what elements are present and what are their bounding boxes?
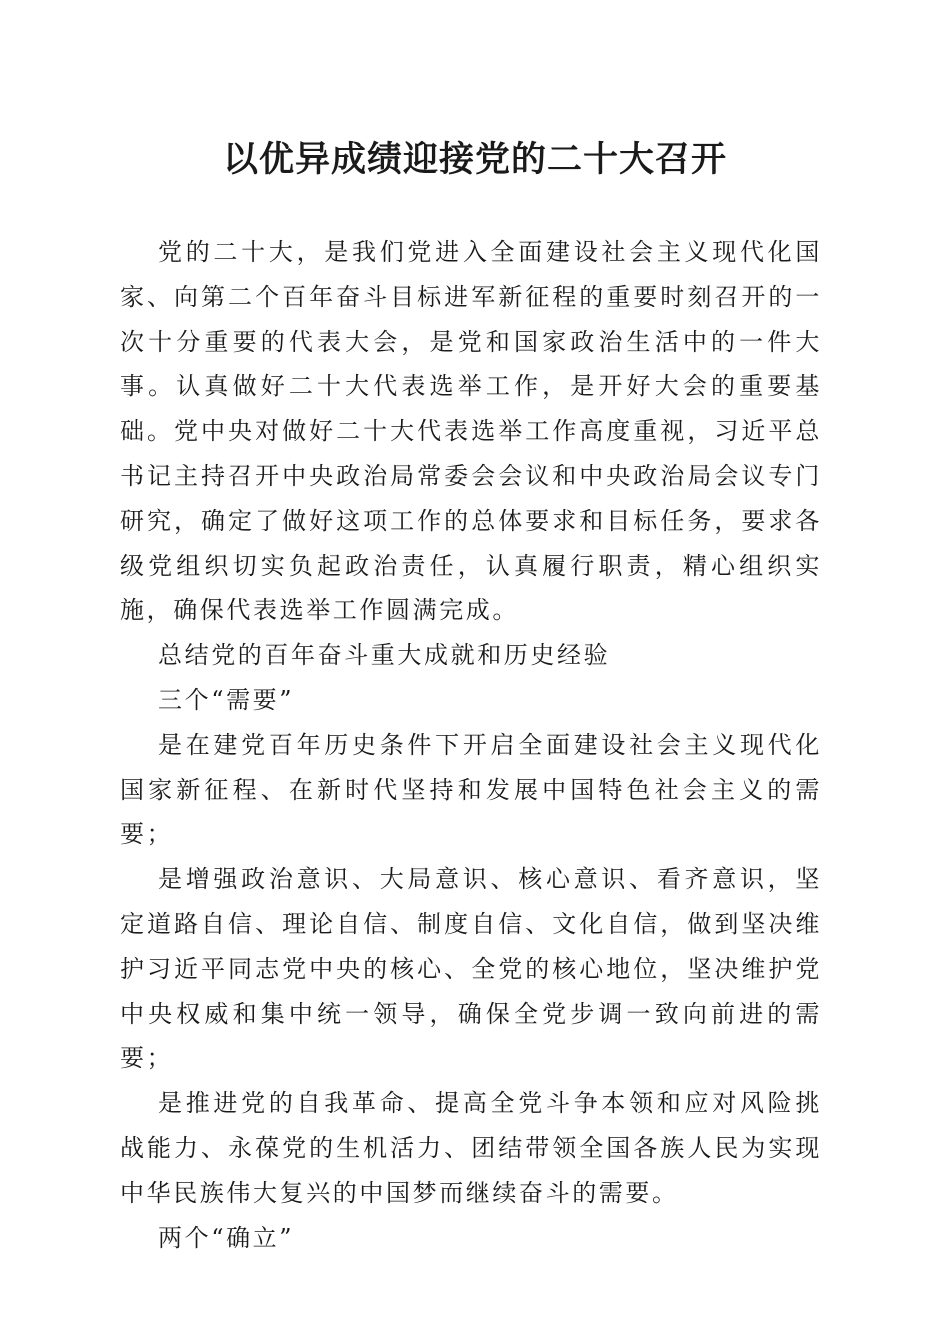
paragraph-need-3: 是推进党的自我革命、提高全党斗争本领和应对风险挑战能力、永葆党的生机活力、团结带领全国各族人民为实现中华民族伟大复兴的中国梦而继续奋斗的需要。 xyxy=(120,1089,822,1207)
paragraph-need-2: 是增强政治意识、大局意识、核心意识、看齐意识，坚定道路自信、理论自信、制度自信、文化自信，做到坚决维护习近平同志党中央的核心、全党的核心地位，坚决维护党中央权威和集中统一领导，确保全党步调一致向前进的需要； xyxy=(120,865,822,1073)
paragraph-heading-three-needs: 三个“需要” xyxy=(158,685,295,714)
paragraph-heading-summary: 总结党的百年奋斗重大成就和历史经验 xyxy=(158,641,611,670)
paragraph-need-1: 是在建党百年历史条件下开启全面建设社会主义现代化国家新征程、在新时代坚持和发展中国特色社会主义的需要； xyxy=(120,730,822,849)
paragraph-heading-two-establish: 两个“确立” xyxy=(158,1223,295,1252)
paragraph-intro: 党的二十大，是我们党进入全面建设社会主义现代化国家、向第二个百年奋斗目标进军新征程的重要时刻召开的一次十分重要的代表大会，是党和国家政治生活中的一件大事。认真做好二十大代表选举工作，是开好大会的重要基础。党中央对做好二十大代表选举工作高度重视，习近平总书记主持召开中央政治局常委会会议和中央政治局会议专门研究，确定了做好这项工作的总体要求和目标任务，要求各级党组织切实负起政治责任，认真履行职责，精心组织实施，确保代表选举工作圆满完成。 xyxy=(120,238,822,625)
document-body xyxy=(120,230,822,1260)
document-title: 以优异成绩迎接党的二十大召开 xyxy=(222,140,727,180)
